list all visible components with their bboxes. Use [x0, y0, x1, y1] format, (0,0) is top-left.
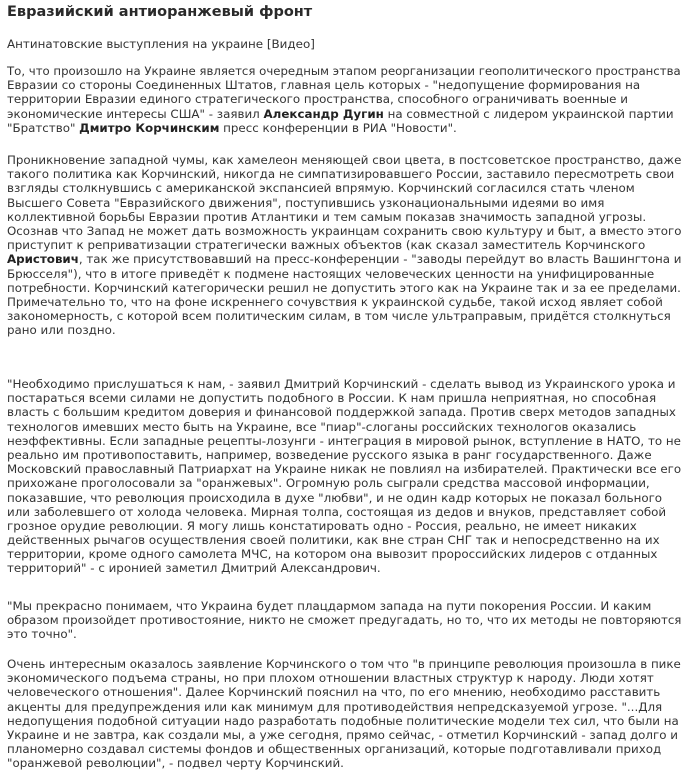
- text-run: , так же присутствовавший на пресс-конференции - "заводы перейдут во власть Вашингтона и: [78, 252, 682, 267]
- text-run: Очень интересным оказалось заявление Корчинского о том что "в принципе революция произошла в пике: [7, 657, 681, 671]
- paragraph-line: [7, 728, 681, 742]
- paragraph-line: [7, 613, 682, 628]
- paragraph-line: [7, 391, 681, 405]
- text-run: "оранжевой революции", - подвел черту Корчинский.: [7, 756, 344, 771]
- text-run: "Мы прекрасно понимаем, что Украина будет плацдармом запада на пути покорения России. И каким: [7, 599, 652, 613]
- text-run: постараться всеми силами не допустить подобного в России. К нам пришла неприятная, но способная: [7, 391, 657, 406]
- paragraph-korchinsky-quote: [7, 377, 683, 576]
- text-run: Украине и не завтра, как создали мы, а уже сегодня, прямо сейчас, - отметил Корчинский - запад долго и: [7, 727, 678, 742]
- text-run: акценты для предупреждения или как минимум для противодействия непредсказуемой угрозе. "...Для: [7, 699, 663, 714]
- text-run: территорий" - с иронией заметил Дмитрий Александрович.: [7, 561, 381, 576]
- text-run: недопущения подобной ситуации надо разработать подобные политические модели тех сил, что были на: [7, 713, 679, 728]
- paragraph-conclusion: [7, 657, 683, 771]
- paragraph-line: [7, 700, 681, 714]
- paragraph-line: [7, 210, 681, 224]
- paragraph-line: [7, 491, 681, 505]
- text-run: или заболевшего от холода человека. Мирная толпа, состоящая из дедов и внуков, представляет собой: [7, 504, 667, 519]
- paragraph-line: [7, 742, 681, 756]
- paragraph-line: [7, 533, 681, 547]
- paragraph-line: [7, 420, 681, 434]
- text-run: "Необходимо прислушаться к нам, - заявил Дмитрий Корчинский - сделать вывод из Украинского урока и: [7, 377, 676, 391]
- paragraph-line: [7, 238, 681, 252]
- text-run: Московский православный Патриархат на Украине никак не повлиял на избирателей. Практически все его: [7, 462, 682, 477]
- article-title: Евразийский антиоранжевый фронт: [7, 4, 313, 20]
- text-run: человеческого отношения". Далее Корчинский пояснил на что, по его мнению, необходимо расставить: [7, 685, 661, 700]
- paragraph-line: [7, 196, 681, 210]
- text-run: Осознав что Запад не может дать возможность украинцам сохранить свою культуру и быт, а вместо этого: [7, 223, 682, 238]
- text-run: Высшего Совета "Евразийского движения", поступившись узконациональными идеями во имя: [7, 195, 605, 210]
- paragraph-line: [7, 121, 681, 135]
- paragraph-line: [7, 181, 681, 195]
- text-run: "Братство": [7, 120, 80, 135]
- paragraph-line: [7, 309, 681, 323]
- text-run: экономического подъема страны, но при плохом отношении властных структур к народу. Люди хотят: [7, 671, 654, 686]
- paragraph-line: [7, 657, 680, 671]
- paragraph-line: [7, 92, 681, 106]
- paragraph-line: [7, 64, 681, 78]
- text-run: такого политика как Корчинский, никогда не симпатизировавшего России, заставило пересмотреть свои: [7, 167, 675, 182]
- paragraph-line: [7, 756, 681, 770]
- text-run: Проникновение западной чумы, как хамелеон меняющей свои цвета, в постсоветское пространство, даже: [7, 153, 682, 167]
- paragraph-line: [7, 547, 681, 561]
- paragraph-line: [7, 434, 681, 448]
- text-run: приступит к реприватизации стратегически важных объектов (как сказал заместитель Корчинского: [7, 238, 646, 253]
- paragraph-line: [7, 295, 681, 309]
- paragraph-line: [7, 252, 680, 266]
- paragraph-line: [7, 519, 681, 533]
- paragraph-line: [7, 505, 681, 519]
- paragraph-line: [7, 448, 681, 462]
- text-run: власть с большим кредитом доверия и финансовой поддержкой запада. Против сверх методов западных: [7, 405, 676, 420]
- text-run: это точно".: [7, 627, 77, 642]
- text-run: Примечательно то, что на фоне искреннего сочувствия к украинской судьбе, такой исход являет собой: [7, 294, 663, 309]
- paragraph-line: [7, 685, 681, 699]
- text-run: прихожане проголосовали за "оранжевых". Огромную роль сыграли средства массовой информации,: [7, 476, 650, 491]
- text-run: неэффективны. Если западные рецепты-лозунги - интеграция в мировой рынок, вступление в НАТО, то не: [7, 433, 681, 448]
- paragraph-line: [7, 377, 681, 391]
- paragraph-line: [7, 280, 681, 295]
- text-run: закономерность, с которой всем политическим силам, в том числе ультраправым, придётся столкнуться: [7, 309, 671, 324]
- paragraph-line: [7, 405, 681, 419]
- paragraph-line: [7, 78, 681, 92]
- person-name: Дмитро Корчинским: [79, 120, 220, 135]
- paragraph-intro: [7, 64, 683, 135]
- paragraph-line: [7, 107, 681, 121]
- paragraph-line: [7, 153, 680, 167]
- text-run: пресс конференции в РИА "Новости".: [219, 120, 457, 135]
- text-run: потребности. Корчинский категорически решил не допустить этого как на Украине так и за ее пределами.: [7, 280, 681, 295]
- paragraph-line: [7, 462, 682, 477]
- paragraph-line: [7, 627, 681, 641]
- text-run: действенных рычагов осуществления своей политики, как вне стран СНГ так и непосредственно на их: [7, 533, 660, 548]
- text-run: территории Евразии единого стратегического пространства, способного ограничивать военные и: [7, 92, 628, 107]
- text-run: технологов имевших место быть на Украине, все "пиар"-слоганы российских технологов оказались: [7, 419, 637, 434]
- person-name: Александр Дугин: [263, 106, 384, 121]
- text-run: планомерно создавал системы фондов и общественных организаций, которые подготавливали приход: [7, 742, 662, 757]
- paragraph-line: [7, 561, 681, 575]
- text-run: коллективной борьбы Евразии против Атлантики и тем самым показав значимость западной угрозы.: [7, 209, 647, 224]
- text-run: экономические интересы США" - заявил: [7, 106, 264, 121]
- paragraph-line: [7, 671, 681, 685]
- paragraph-line: [7, 323, 681, 337]
- text-run: рано или поздно.: [7, 323, 116, 338]
- text-run: на совместной с лидером украинской партии: [383, 106, 674, 121]
- text-run: Брюсселя"), что в итоге приведёт к подмене настоящих человеческих ценности на унифицированные: [7, 266, 655, 281]
- paragraph-line: [7, 476, 681, 490]
- person-name: Аристович: [7, 252, 79, 267]
- paragraph-line: [7, 714, 681, 728]
- text-run: образом произойдет противостояние, никто не сможет предугадать, но то, что их методы не повторяются: [7, 613, 682, 628]
- text-run: Евразии со стороны Соединенных Штатов, главная цель которых - "недопущение формирования на: [7, 78, 641, 93]
- text-run: реально им противопоставить, например, возведение русского языка в ранг государственного. Даже: [7, 447, 652, 462]
- text-run: территории, кроме одного самолета МЧС, на котором она вывозит пророссийских лидеров с отданных: [7, 547, 658, 562]
- paragraph-line: [7, 223, 682, 238]
- paragraph-ukraine-bridgehead: [7, 599, 683, 642]
- paragraph-line: [7, 267, 681, 281]
- text-run: То, что произошло на Украине является очередным этапом реорганизации геополитического пространства: [7, 64, 681, 78]
- article-subtitle: Антинатовские выступления на украине [Видео]: [7, 37, 315, 51]
- paragraph-line: [7, 599, 681, 613]
- text-run: грозное орудие революции. Я могу лишь констатировать одно - Россия, реально, не имеет никаких: [7, 518, 637, 533]
- paragraph-line: [7, 167, 681, 181]
- text-run: показавшие, что революция происходила в духе "любви", и не один кадр которых не показал больного: [7, 490, 663, 505]
- paragraph-western-plague: [7, 153, 683, 337]
- text-run: взгляды столкнувшись с американской экспансией впрямую. Корчинский согласился стать членом: [7, 181, 635, 196]
